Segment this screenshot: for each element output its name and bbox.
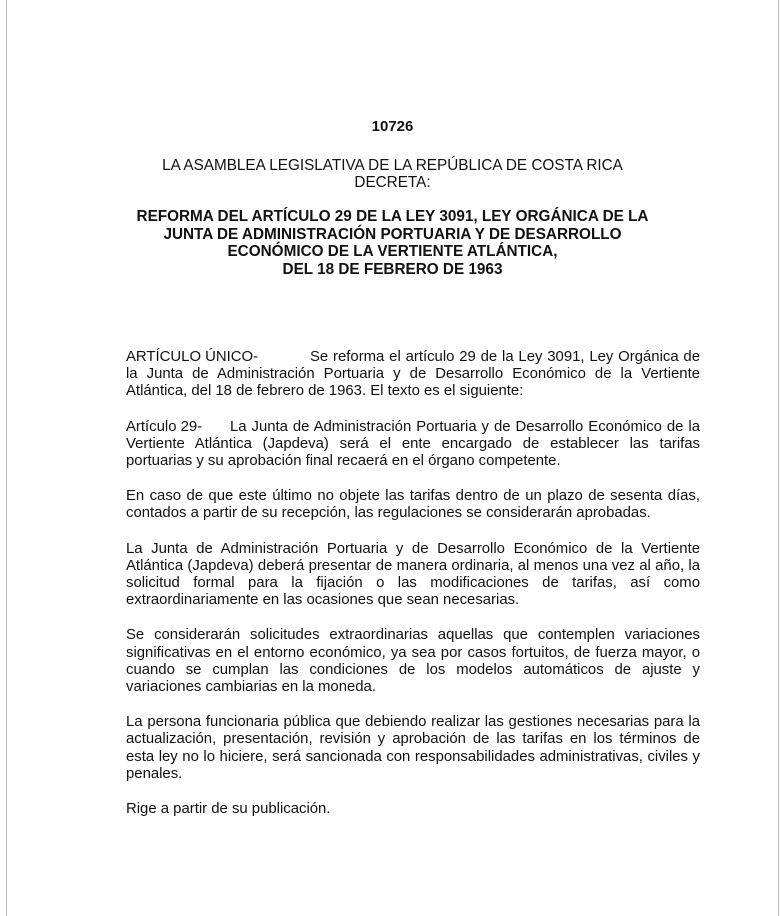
- body-paragraph: La persona funcionaria pública que debiendo realizar las gestiones necesarias para la actualización, presentación, revisión y aprobación de las tarifas en los términos de esta ley no lo hiciere, será sancionada con responsabilidades administrativas, civiles y penales.: [126, 714, 700, 782]
- law-number: 10726: [371, 118, 414, 135]
- articulo-unico-label: ARTÍCULO ÚNICO-: [126, 349, 259, 365]
- articulo-unico-text: Se reforma el artículo 29 de la Ley 3091, Ley Orgánica de la Junta de Administración Portuaria y de Desarrollo Económico de la Vertiente Atlántica, del 18 de febrero de 1963. El texto es el siguiente:: [126, 349, 700, 400]
- title-line: REFORMA DEL ARTÍCULO 29 DE LA LEY 3091, LEY ORGÁNICA DE LA: [136, 208, 649, 225]
- articulo-29-paragraph: [126, 419, 700, 471]
- body-paragraph: En caso de que este último no objete las tarifas dentro de un plazo de sesenta días, contados a partir de su recepción, las regulaciones se considerarán aprobadas.: [126, 488, 700, 522]
- assembly-header: [7, 157, 778, 191]
- body-paragraph: La Junta de Administración Portuaria y de Desarrollo Económico de la Vertiente Atlántica (Japdeva) deberá presentar de manera ordinaria, al menos una vez al año, la solicitud formal para la fijación o las modificaciones de tarifas, así como extraordinariamente en las ocasiones que sean necesarias.: [126, 540, 700, 609]
- law-title: [7, 208, 778, 278]
- effective-clause: Rige a partir de su publicación.: [126, 801, 331, 818]
- law-body: [126, 349, 700, 836]
- title-line: JUNTA DE ADMINISTRACIÓN PORTUARIA Y DE DESARROLLO: [163, 225, 622, 243]
- decree-label: DECRETA:: [354, 174, 431, 191]
- articulo-29-label: Artículo 29-: [126, 418, 203, 435]
- articulo-unico-paragraph: [126, 349, 700, 401]
- title-line: ECONÓMICO DE LA VERTIENTE ATLÁNTICA,: [227, 243, 558, 260]
- articulo-29-text: La Junta de Administración Portuaria y de Desarrollo Económico de la Vertiente Atlántica (Japdeva) será el ente encargado de establecer las tarifas portuarias y su aprobación final recaerá en el órgano competente.: [126, 418, 700, 470]
- title-line: DEL 18 DE FEBRERO DE 1963: [282, 260, 503, 278]
- body-paragraph: Se considerarán solicitudes extraordinarias aquellas que contemplen variaciones significativas en el entorno económico, ya sea por casos fortuitos, de fuerza mayor, o cuando se cumplan las condiciones de los modelos automáticos de ajuste y variaciones cambiarias en la moneda.: [126, 627, 700, 696]
- document-page: [6, 0, 779, 916]
- assembly-name: LA ASAMBLEA LEGISLATIVA DE LA REPÚBLICA DE COSTA RICA: [162, 157, 623, 174]
